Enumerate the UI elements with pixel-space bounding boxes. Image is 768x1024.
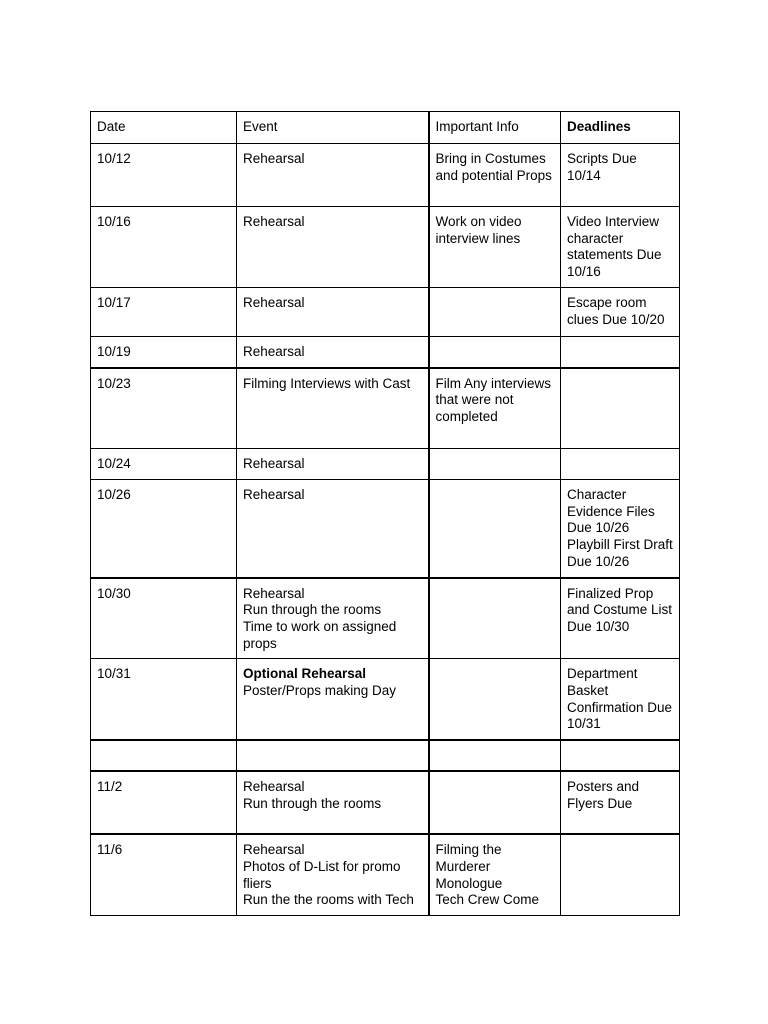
date-cell: 10/16 — [91, 207, 237, 288]
event-cell — [237, 144, 429, 207]
event-cell — [237, 771, 429, 834]
info-cell: Film Any interviews that were not completed — [429, 368, 561, 449]
info-cell — [429, 336, 561, 367]
table-row — [91, 449, 680, 480]
date-cell: 10/12 — [91, 144, 237, 207]
event-line: Rehearsal — [243, 343, 305, 359]
table-row — [91, 480, 680, 578]
event-line: Rehearsal — [243, 456, 305, 472]
info-cell — [429, 771, 561, 834]
table-row — [91, 336, 680, 367]
event-line: Rehearsal — [243, 151, 305, 166]
info-cell — [429, 659, 561, 740]
deadline-cell: Escape room clues Due 10/20 — [561, 287, 680, 336]
date-cell: 10/24 — [91, 449, 237, 480]
schedule-table — [90, 111, 680, 916]
event-line: Rehearsal — [243, 294, 305, 310]
event-line: Rehearsal — [243, 214, 305, 229]
event-line: Time to work on assigned props — [243, 618, 397, 651]
deadline-cell: Video Interview character statements Due 10/16 — [561, 207, 680, 288]
event-line-bold: Optional Rehearsal — [243, 666, 367, 682]
table-row — [91, 771, 680, 834]
event-cell — [237, 480, 429, 578]
event-cell — [237, 578, 429, 659]
table-row — [91, 207, 680, 288]
event-cell — [237, 368, 429, 449]
date-cell: 10/23 — [91, 368, 237, 449]
deadline-line: Playbill First Draft Due 10/26 — [567, 537, 673, 569]
date-cell: 10/19 — [91, 336, 237, 367]
date-cell — [91, 740, 237, 771]
header-deadlines: Deadlines — [561, 112, 680, 144]
event-cell — [237, 336, 429, 367]
date-cell: 10/26 — [91, 480, 237, 578]
header-important-info: Important Info — [429, 112, 561, 144]
info-cell: Work on video interview lines — [429, 207, 561, 288]
deadline-cell — [561, 740, 680, 771]
header-row — [91, 112, 680, 144]
info-line: Filming the Murderer Monologue — [435, 842, 503, 891]
date-cell: 10/30 — [91, 578, 237, 659]
table-row — [91, 144, 680, 207]
event-line: Rehearsal — [243, 842, 305, 858]
event-cell — [237, 207, 429, 288]
event-line: Run through the rooms — [243, 602, 382, 618]
event-cell — [237, 449, 429, 480]
event-cell — [237, 287, 429, 336]
deadline-line: Character Evidence Files Due 10/26 — [567, 487, 655, 536]
event-line: Poster/Props making Day — [243, 683, 397, 699]
deadline-cell — [561, 480, 680, 578]
info-cell: Bring in Costumes and potential Props — [429, 144, 561, 207]
deadline-cell: Scripts Due 10/14 — [561, 144, 680, 207]
date-cell: 10/31 — [91, 659, 237, 740]
event-line: Run through the rooms — [243, 795, 382, 811]
deadline-cell — [561, 834, 680, 915]
info-cell — [429, 740, 561, 771]
event-cell — [237, 740, 429, 771]
event-line: Rehearsal — [243, 487, 305, 503]
date-cell: 10/17 — [91, 287, 237, 336]
info-cell — [429, 578, 561, 659]
info-cell — [429, 834, 561, 915]
event-cell — [237, 834, 429, 915]
deadline-cell — [561, 368, 680, 449]
event-line: Rehearsal — [243, 585, 305, 601]
event-line: Rehearsal — [243, 779, 305, 795]
table-row-empty — [91, 740, 680, 771]
event-line: Filming Interviews with Cast — [243, 375, 411, 391]
table-row — [91, 578, 680, 659]
info-cell — [429, 287, 561, 336]
deadline-cell — [561, 449, 680, 480]
header-date: Date — [91, 112, 237, 144]
table-row — [91, 368, 680, 449]
event-line: Run the the rooms with Tech — [243, 892, 414, 908]
event-cell — [237, 659, 429, 740]
event-line: Photos of D-List for promo fliers — [243, 858, 401, 891]
deadline-cell — [561, 336, 680, 367]
header-event: Event — [237, 112, 429, 144]
info-cell — [429, 480, 561, 578]
deadline-cell: Department Basket Confirmation Due 10/31 — [561, 659, 680, 740]
info-cell — [429, 449, 561, 480]
date-cell: 11/6 — [91, 834, 237, 915]
info-line: Tech Crew Come — [435, 892, 540, 908]
date-cell: 11/2 — [91, 771, 237, 834]
table-row — [91, 659, 680, 740]
deadline-cell: Posters and Flyers Due — [561, 771, 680, 834]
table-row — [91, 287, 680, 336]
table-row — [91, 834, 680, 915]
deadline-cell: Finalized Prop and Costume List Due 10/30 — [561, 578, 680, 659]
